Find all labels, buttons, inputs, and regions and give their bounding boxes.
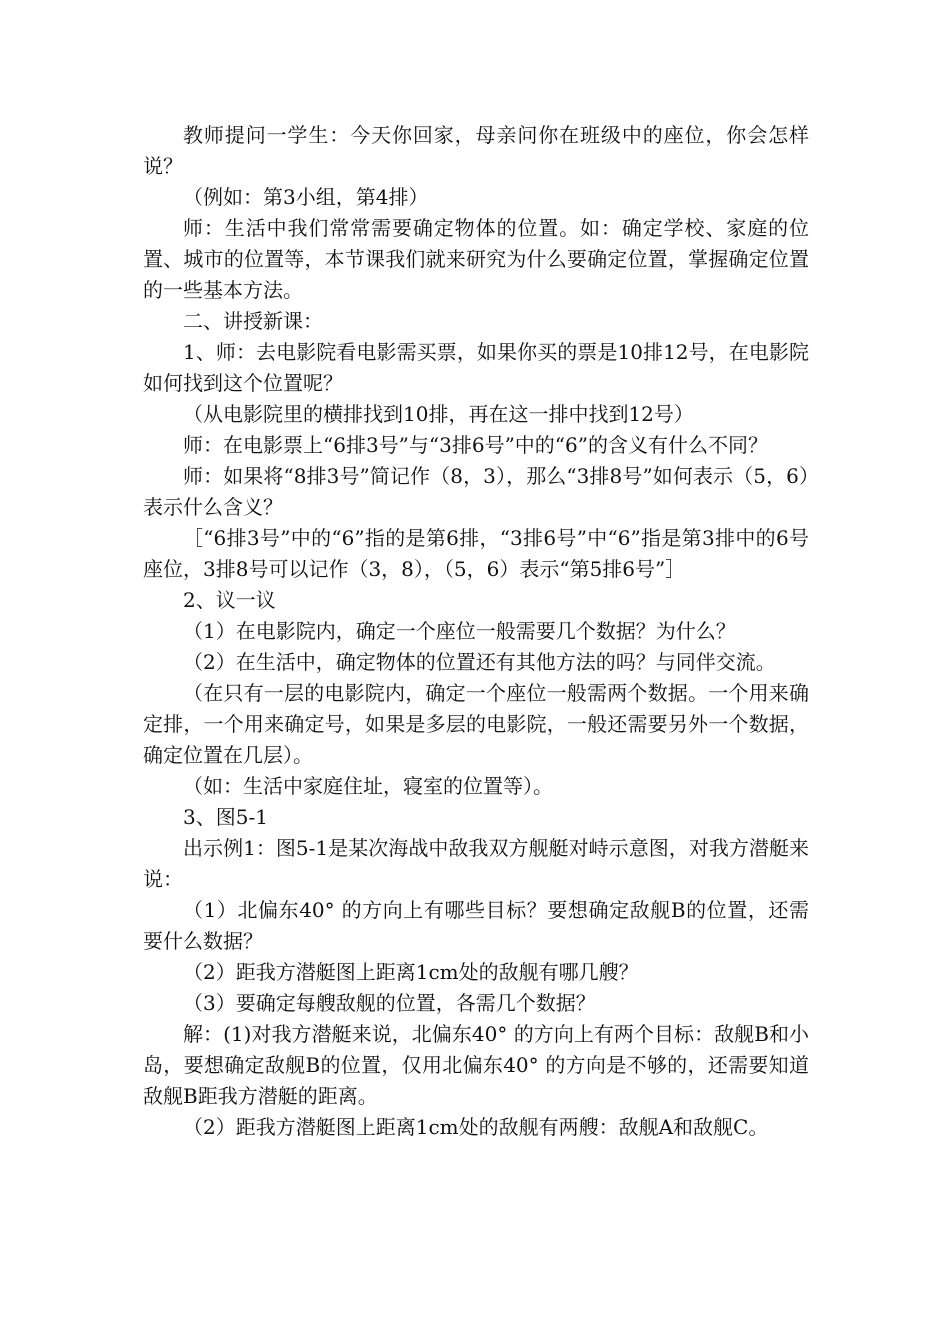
paragraph-discuss-q2: （2）在生活中，确定物体的位置还有其他方法的吗？与同伴交流。	[183, 650, 776, 674]
paragraph-example-q3: （3）要确定每艘敌舰的位置，各需几个数据？	[183, 991, 596, 1015]
section-heading-figure: 3、图5-1	[183, 805, 268, 829]
paragraph-example-q2: （2）距我方潜艇图上距离1cm处的敌舰有哪几艘？	[183, 960, 639, 984]
paragraph-cinema-answer: （从电影院里的横排找到10排，再在这一排中找到12号）	[183, 402, 694, 426]
paragraph-teacher-intro: 师：生活中我们常常需要确定物体的位置。如：确定学校、家庭的位置、城市的位置等，本节课我们就来研究为什么要确定位置，掌握确定位置的一些基本方法。	[143, 216, 809, 302]
paragraph-example-seat: （例如：第3小组，第4排）	[183, 185, 429, 209]
paragraph-notation-answer: ［“6排3号”中的“6”指的是第6排，“3排6号”中“6”指是第3排中的6号座位，3排8号可以记作（3，8），（5，6）表示“第5排6号”］	[143, 526, 809, 581]
paragraph-solution-1: 解：(1)对我方潜艇来说，北偏东40° 的方向上有两个目标：敌舰B和小岛，要想确定敌舰B的位置，仅用北偏东40° 的方向是不够的，还需要知道敌舰B距我方潜艇的距离。	[143, 1022, 809, 1108]
paragraph-example-q1: （1）北偏东40° 的方向上有哪些目标？要想确定敌舰B的位置，还需要什么数据？	[143, 898, 809, 953]
paragraph-cinema-ticket: 1、师：去电影院看电影需买票，如果你买的票是10排12号，在电影院如何找到这个位置呢？	[143, 340, 809, 395]
section-heading-new-lesson: 二、讲授新课：	[183, 309, 323, 333]
paragraph-ticket-meaning: 师：在电影票上“6排3号”与“3排6号”中的“6”的含义有什么不同？	[183, 433, 768, 457]
paragraph-question-seat: 教师提问一学生：今天你回家，母亲问你在班级中的座位，你会怎样说？	[143, 123, 809, 178]
paragraph-notation-question: 师：如果将“8排3号”简记作（8，3），那么“3排8号”如何表示（5，6）表示什么含义？	[143, 464, 809, 519]
paragraph-example-1: 出示例1：图5-1是某次海战中敌我双方舰艇对峙示意图，对我方潜艇来说：	[143, 836, 809, 891]
document-body	[143, 120, 809, 1143]
paragraph-discuss-q1: （1）在电影院内，确定一个座位一般需要几个数据？为什么？	[183, 619, 736, 643]
section-heading-discuss: 2、议一议	[183, 588, 276, 612]
paragraph-discuss-answer: （在只有一层的电影院内，确定一个座位一般需两个数据。一个用来确定排，一个用来确定号，如果是多层的电影院，一般还需要另外一个数据，确定位置在几层）。	[143, 681, 809, 767]
paragraph-discuss-example: （如：生活中家庭住址，寝室的位置等）。	[183, 774, 553, 798]
paragraph-solution-2: （2）距我方潜艇图上距离1cm处的敌舰有两艘：敌舰A和敌舰C。	[183, 1115, 769, 1139]
